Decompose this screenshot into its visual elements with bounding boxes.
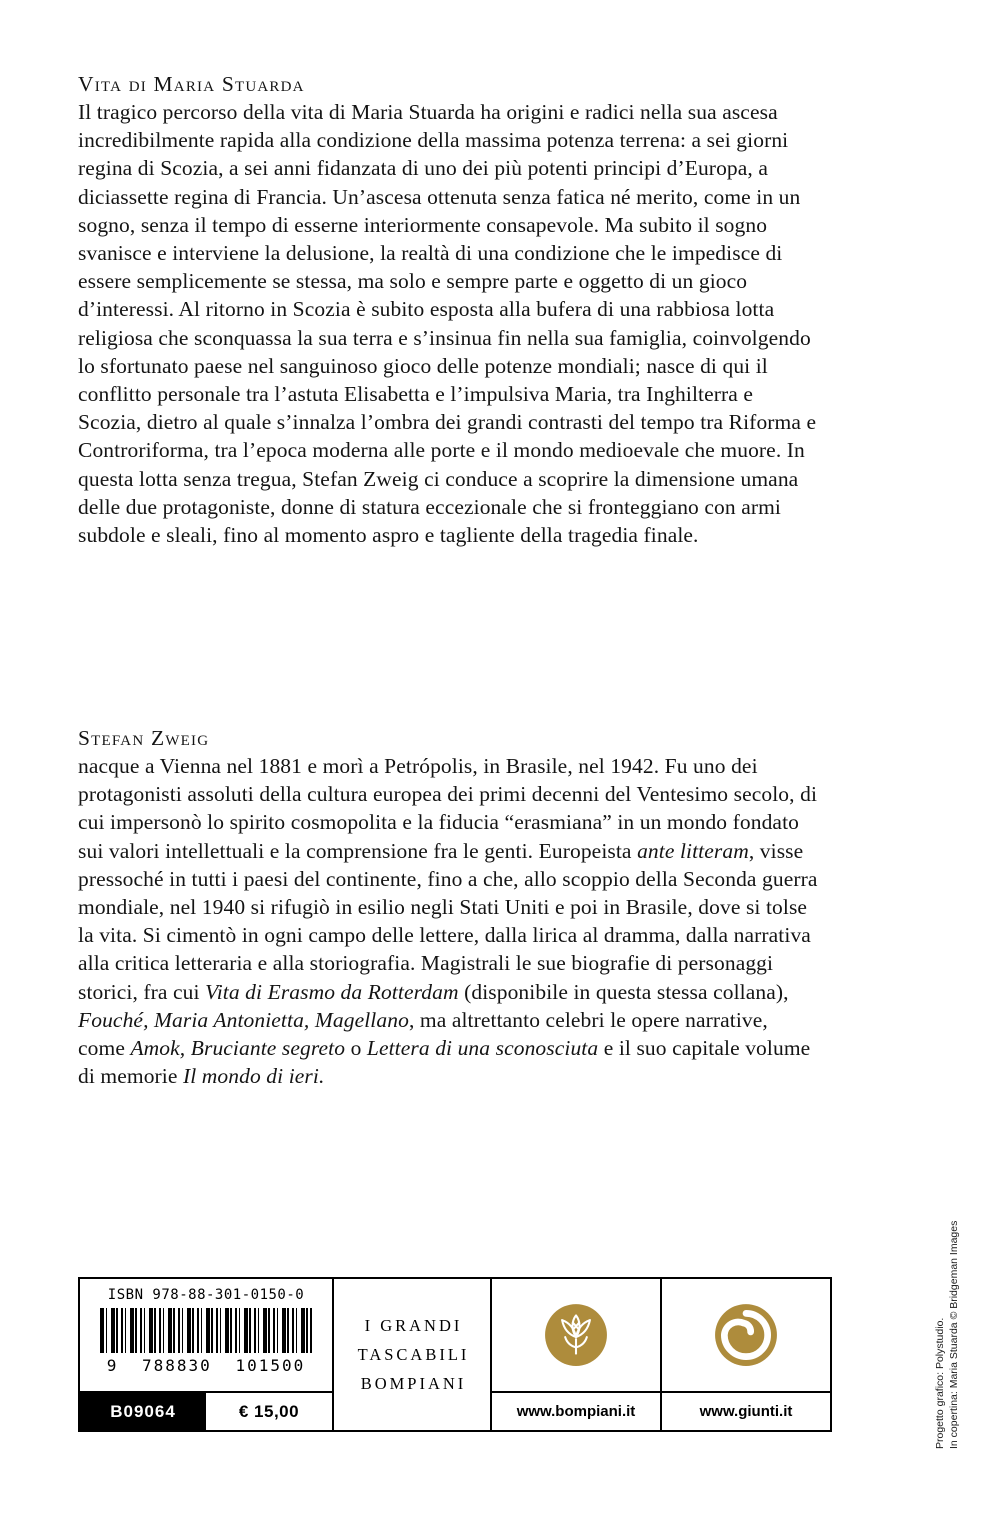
series-line: I GRANDI (364, 1315, 463, 1335)
giunti-swirl-icon (713, 1302, 779, 1368)
author-name-heading: Stefan Zweig (78, 726, 210, 750)
bio-italic-segment: Fouché, Maria Antonietta, Magellano (78, 1007, 409, 1032)
giunti-cell (660, 1279, 830, 1430)
bio-italic-segment: ante litteram (637, 838, 749, 863)
series-line: BOMPIANI (360, 1373, 467, 1393)
bio-segment: (disponibile in questa stessa collana), (458, 979, 789, 1004)
edition-credits (934, 1221, 961, 1449)
bio-italic-segment: Vita di Erasmo da Rotterdam (205, 979, 459, 1004)
bompiani-cell (490, 1279, 660, 1430)
author-bio-section (78, 724, 820, 1090)
bompiani-flower-icon (543, 1302, 609, 1368)
series-line: TASCABILI (357, 1344, 470, 1364)
bio-segment: e il suo capitale volume di memorie (78, 1036, 811, 1089)
ean-digits: 9 788830 101500 (106, 1356, 306, 1375)
synopsis-section (78, 70, 820, 549)
bio-segment: o (345, 1036, 367, 1061)
code-price-row (80, 1391, 332, 1430)
series-cell (332, 1279, 490, 1430)
book-title-heading: Vita di Maria Stuarda (78, 72, 305, 96)
design-credit: Progetto grafico: Polystudio. (934, 1317, 946, 1449)
ean-barcode-icon (100, 1308, 312, 1353)
giunti-logo-area (662, 1279, 830, 1391)
synopsis-text: Il tragico percorso della vita di Maria Stuarda ha origini e radici nella sua ascesa incredibilmente rapida alla condizione della massima potenza terrena: a sei giorni regina di Scozia, a sei anni fidanzata di uno dei più potenti principi d’Europa, a diciassette regina di Francia. Un’ascesa ottenuta senza fatica né merito, come in un sogno, senza il tempo di esserne interiormente consapevole. Ma subito il sogno svanisce e interviene la delusione, la realtà di una condizione che le impedisce di essere semplicemente se stessa, ma solo e sempre parte e oggetto di un gioco d’interessi. Al ritorno in Scozia è subito esposta alla bufera di una rabbiosa lotta religiosa che sconquassa la sua terra e s’insinua fin nella sua famiglia, coinvolgendo lo sfortunato paese nel sanguinoso gioco delle potenze mondiali; nasce di qui il conflitto personale tra l’astuta Elisabetta e l’impulsiva Maria, tra Inghilterra e Scozia, dietro al quale s’innalza l’ombra dei grandi contrasti del tempo tra Riforma e Controriforma, tra l’epoca moderna alle porte e il mondo medioevale che muore. In questa lotta senza tregua, Stefan Zweig ci conduce a scoprire la dimensione umana delle due protagoniste, donne di statura eccezionale che si fronteggiano con armi subdole e sleali, fino al momento aspro e tagliente della tragedia finale. (78, 100, 817, 548)
barcode-cell (80, 1279, 332, 1430)
giunti-url: www.giunti.it (662, 1391, 830, 1430)
isbn-footer-box (78, 1277, 832, 1432)
bio-segment: , ma altrettanto celebri le opere narrative, come (78, 1007, 768, 1061)
bio-segment: nacque a Vienna nel 1881 e morì a Petrópolis, in Brasile, nel 1942. Fu uno dei protagonisti assoluti della cultura europea dei primi decenni del Ventesimo secolo, di cui impersonò lo spirito cosmopolita e la fiducia “erasmiana” in un mondo fondato sui valori intellettuali e la comprensione fra le genti. Europeista (78, 754, 818, 863)
price-label: € 15,00 (238, 1401, 300, 1421)
bio-segment: , visse pressoché in tutti i paesi del continente, fino a che, allo scoppio della Seconda guerra mondiale, nel 1940 si rifugiò in esilio negli Stati Uniti e poi in Brasile, dove si tolse la vita. Si cimentò in ogni campo delle lettere, dalla lirica al dramma, dalla narrativa alla critica letteraria e alla storiografia. Magistrali le sue biografie di personaggi storici, fra cui (78, 838, 818, 1004)
bio-italic-segment: Amok, Bruciante segreto (130, 1036, 346, 1061)
bio-italic-segment: Il mondo di ieri. (183, 1064, 325, 1089)
bompiani-logo-area (492, 1279, 660, 1391)
author-bio-text (78, 752, 820, 1090)
cover-credit: In copertina: Maria Stuarda © Bridgeman Images (947, 1220, 960, 1449)
bompiani-url: www.bompiani.it (492, 1391, 660, 1430)
edition-code-badge: B09064 (80, 1393, 206, 1430)
barcode-area (80, 1279, 332, 1391)
isbn-label: ISBN 978-88-301-0150-0 (107, 1287, 305, 1303)
bio-italic-segment: Lettera di una sconosciuta (366, 1036, 599, 1061)
